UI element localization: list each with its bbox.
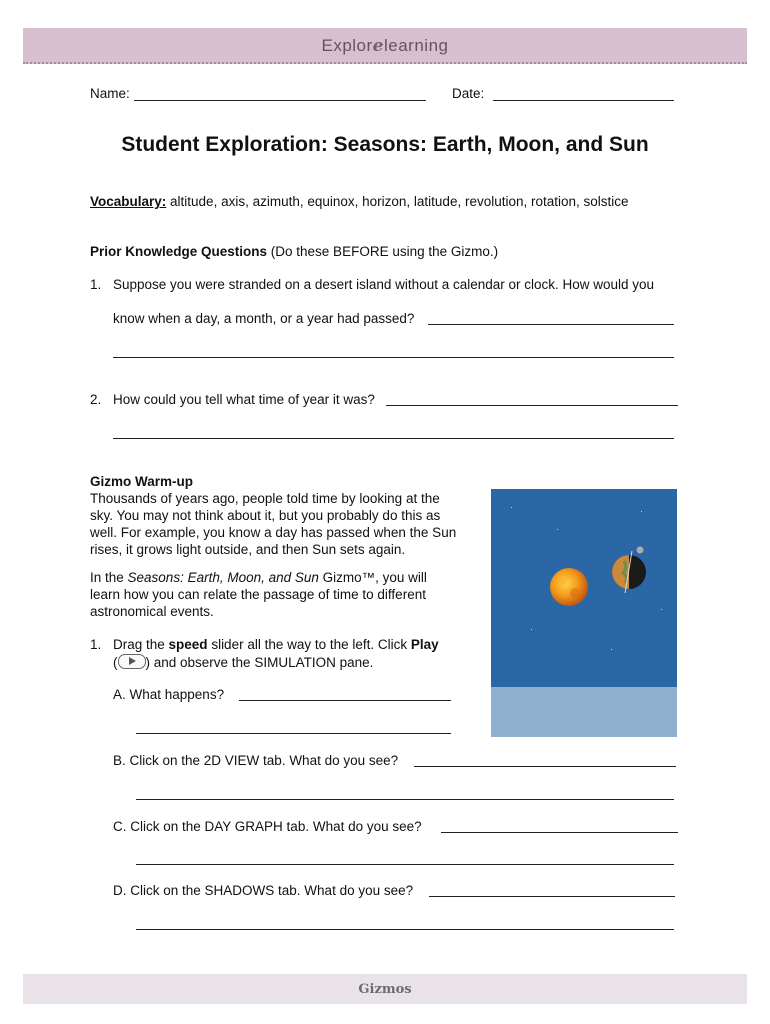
vocabulary-label: Vocabulary: (90, 194, 167, 209)
vocabulary-terms: altitude, axis, azimuth, equinox, horizon, latitude, revolution, rotation, solstice (166, 194, 629, 209)
answer-line[interactable] (428, 324, 674, 325)
page-title: Student Exploration: Seasons: Earth, Moon, and Sun (121, 133, 649, 156)
answer-line[interactable] (136, 864, 674, 865)
question-1-line-1: Suppose you were stranded on a desert island without a calendar or clock. How would you (113, 277, 655, 292)
warmup-heading: Gizmo Warm-up (90, 474, 193, 489)
answer-line[interactable] (386, 405, 678, 406)
answer-line[interactable] (113, 438, 674, 439)
warmup-paragraph-2: In the Seasons: Earth, Moon, and Sun Gizmo™, you will learn how you can relate the passage of time to different astronomical events. (90, 570, 427, 619)
moon-icon (637, 547, 644, 554)
step-1-line-1: Drag the speed slider all the way to the left. Click Play (113, 637, 439, 652)
name-field[interactable] (134, 100, 426, 101)
prior-knowledge-heading: Prior Knowledge Questions (Do these BEFORE using the Gizmo.) (90, 244, 499, 259)
footer-logo: Gizmos (358, 982, 412, 997)
question-b: B. Click on the 2D VIEW tab. What do you see? (113, 753, 399, 768)
question-2-number: 2. (90, 392, 102, 407)
question-c: C. Click on the DAY GRAPH tab. What do you see? (113, 819, 422, 834)
question-a: A. What happens? (113, 687, 225, 702)
date-label: Date: (452, 86, 485, 101)
vocabulary (90, 194, 629, 209)
question-1-number: 1. (90, 277, 102, 292)
question-d: D. Click on the SHADOWS tab. What do you see? (113, 883, 414, 898)
answer-line[interactable] (136, 799, 674, 800)
warmup-paragraph-1: Thousands of years ago, people told time by looking at the sky. You may not think about it, but you probably do this as well. For example, you know a day has passed when the Sun rises, it grows light outside, and then Sun sets again. (90, 491, 457, 557)
answer-line[interactable] (113, 357, 674, 358)
earth-icon (612, 551, 646, 593)
answer-line[interactable] (414, 766, 676, 767)
warmup-section (90, 473, 460, 558)
simulation-image (491, 489, 677, 737)
step-1-line-2: ( ) and observe the SIMULATION pane. (113, 655, 374, 670)
header-bar (23, 28, 747, 64)
name-label: Name: (90, 86, 130, 101)
step-1-number: 1. (90, 637, 102, 652)
answer-line[interactable] (441, 832, 678, 833)
date-field[interactable] (493, 100, 674, 101)
simulation-lower-pane (491, 687, 677, 737)
answer-line[interactable] (239, 700, 451, 701)
brand-logo: Explorelearning (321, 36, 449, 56)
footer-bar (23, 974, 747, 1004)
question-2-text: How could you tell what time of year it was? (113, 392, 375, 407)
question-1-line-2: know when a day, a month, or a year had passed? (113, 311, 415, 326)
answer-line[interactable] (136, 929, 674, 930)
answer-line[interactable] (136, 733, 451, 734)
play-icon (118, 654, 146, 669)
sun-icon (550, 568, 588, 606)
answer-line[interactable] (429, 896, 675, 897)
